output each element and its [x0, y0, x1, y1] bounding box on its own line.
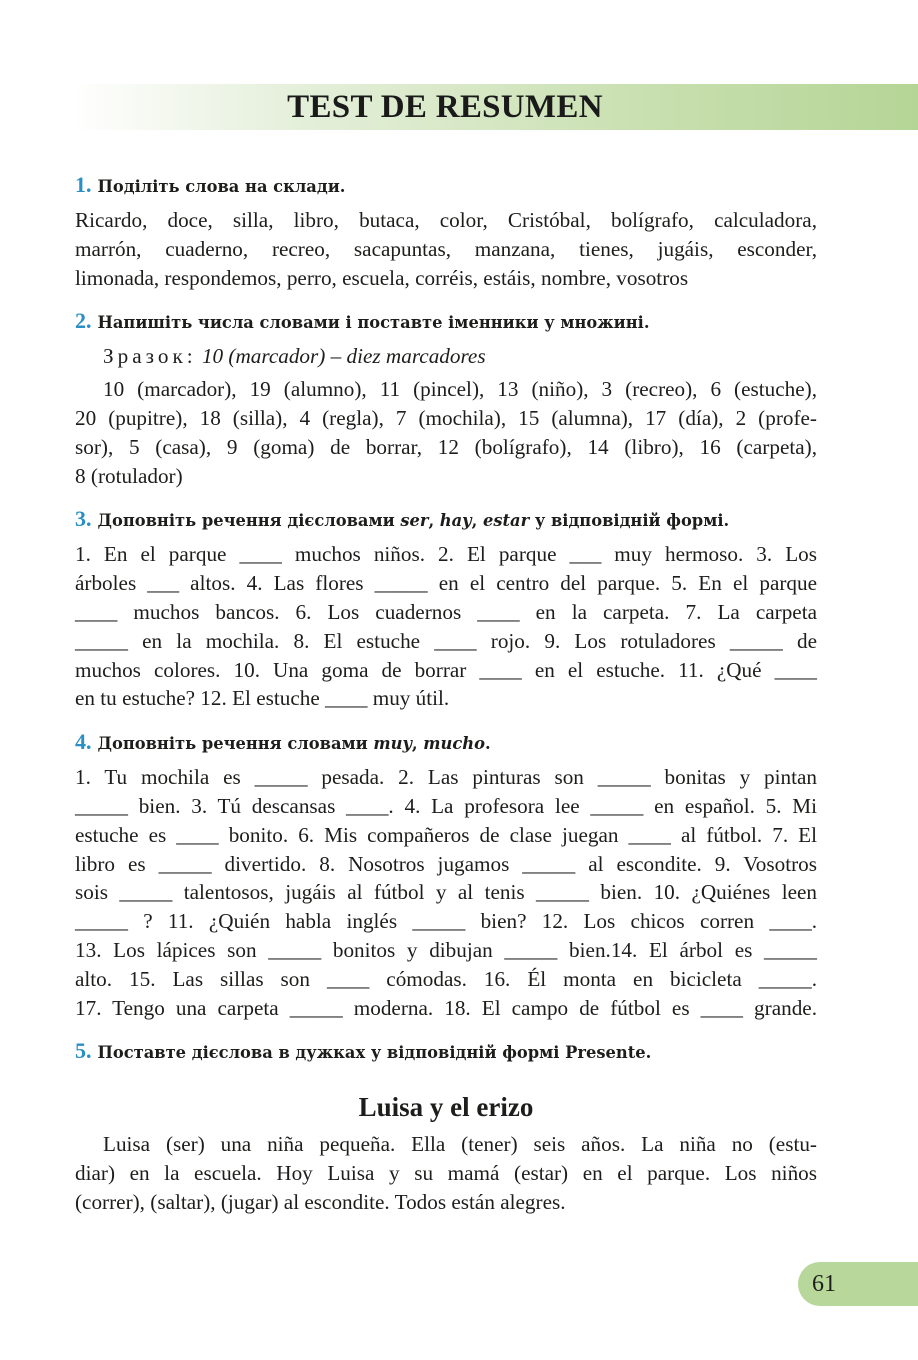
task-2-heading	[75, 306, 817, 338]
task-instruction: Напишіть числа словами і поставте іменники у множині.	[97, 313, 650, 333]
instruction-verb: ser	[400, 511, 429, 531]
task-3-heading	[75, 504, 817, 536]
text-line: ____ muchos bancos. 6. Los cuadernos ____ en la carpeta. 7. La carpeta	[75, 599, 817, 624]
task-number: 1.	[75, 172, 92, 197]
text-line: alto. 15. Las sillas son ____ cómodas. 16. Él monta en bicicleta _____.	[75, 966, 817, 991]
text-line: 1. Tu mochila es _____ pesada. 2. Las pinturas son _____ bonitas y pintan	[75, 765, 817, 790]
text-line: 13. Los lápices son _____ bonitos y dibujan _____ bien.14. El árbol es _____	[75, 937, 817, 962]
instruction-part: ,	[471, 511, 483, 531]
instruction-word: mucho	[423, 734, 485, 754]
text-line: 1. En el parque ____ muchos niños. 2. El parque ___ muy hermoso. 3. Los	[75, 542, 817, 567]
page-number: 61	[798, 1262, 918, 1306]
example-label: Зразок:	[103, 344, 197, 369]
task-4-body	[75, 763, 817, 1022]
task-5-heading	[75, 1036, 817, 1068]
instruction-part: Доповніть речення дієсловами	[97, 511, 401, 531]
task-2-example	[75, 342, 817, 371]
text-line: muchos colores. 10. Una goma de borrar ____ en el estuche. 11. ¿Qué ____	[75, 657, 817, 682]
instruction-part: ,	[428, 511, 440, 531]
task-3-body	[75, 540, 817, 713]
task-1-heading	[75, 170, 817, 202]
instruction-verb: estar	[483, 511, 530, 531]
text-line: 10 (marcador), 19 (alumno), 11 (pincel), 13 (niño), 3 (recreo), 6 (estuche),	[103, 377, 817, 402]
page-content	[75, 160, 817, 1217]
task-2-body	[75, 375, 817, 490]
instruction-part: у відповідній формі.	[529, 511, 730, 531]
text-line: 8 (rotulador)	[75, 463, 183, 488]
instruction-part: Доповніть речення словами	[97, 734, 374, 754]
task-4-heading	[75, 727, 817, 759]
instruction-part: .	[484, 734, 491, 754]
task-instruction: Поділіть слова на склади.	[97, 177, 346, 196]
text-line: 20 (pupitre), 18 (silla), 4 (regla), 7 (mochila), 15 (alumna), 17 (día), 2 (profe-	[75, 405, 817, 430]
story-title: Luisa y el erizo	[358, 1092, 534, 1123]
task-1-body	[75, 206, 817, 292]
task-number: 4.	[75, 729, 92, 755]
text-line: 17. Tengo una carpeta _____ moderna. 18. El campo de fútbol es ____ grande.	[75, 995, 817, 1020]
text-line: sois _____ talentosos, jugáis al fútbol y al tenis _____ bien. 10. ¿Quiénes leen	[75, 880, 817, 905]
text-line: marrón, cuaderno, recreo, sacapuntas, manzana, tienes, jugáis, esconder,	[75, 236, 817, 261]
text-line: Luisa (ser) una niña pequeña. Ella (tener) seis años. La niña no (estu-	[103, 1132, 817, 1157]
text-line: _____ ? 11. ¿Quién habla inglés _____ bien? 12. Los chicos corren ____.	[75, 909, 817, 934]
task-number: 2.	[75, 308, 92, 334]
text-line: _____ bien. 3. Tú descansas ____. 4. La profesora lee _____ en español. 5. Mi	[75, 793, 817, 818]
text-line: diar) en la escuela. Hoy Luisa y su mamá (estar) en el parque. Los niños	[75, 1161, 817, 1186]
text-line: libro es _____ divertido. 8. Nosotros jugamos _____ al escondite. 9. Vosotros	[75, 851, 817, 876]
text-line: estuche es ____ bonito. 6. Mis compañeros de clase juegan ____ al fútbol. 7. El	[75, 822, 817, 847]
text-line: en tu estuche? 12. El estuche ____ muy útil.	[75, 686, 450, 711]
instruction-word: muy	[373, 734, 412, 754]
task-number: 3.	[75, 506, 92, 532]
text-line: limonada, respondemos, perro, escuela, corréis, estáis, nombre, vosotros	[75, 265, 689, 290]
text-line: Ricardo, doce, silla, libro, butaca, color, Cristóbal, bolígrafo, calculadora,	[75, 208, 817, 232]
text-line: árboles ___ altos. 4. Las flores _____ en el centro del parque. 5. En el parque	[75, 571, 817, 596]
instruction-verb: hay	[439, 511, 472, 531]
text-line: sor), 5 (casa), 9 (goma) de borrar, 12 (bolígrafo), 14 (libro), 16 (carpeta),	[75, 434, 817, 459]
story-body	[75, 1130, 817, 1216]
example-text: 10 (marcador) – diez marcadores	[201, 344, 486, 369]
task-number: 5.	[75, 1038, 92, 1064]
instruction-part: ,	[411, 734, 424, 754]
page-title: TEST DE RESUMEN	[287, 89, 603, 125]
text-line: (correr), (saltar), (jugar) al escondite. Todos están alegres.	[75, 1189, 566, 1214]
task-instruction: Поставте дієслова в дужках у відповідній формі Presente.	[97, 1043, 652, 1063]
text-line: _____ en la mochila. 8. El estuche ____ rojo. 9. Los rotuladores _____ de	[75, 628, 817, 653]
